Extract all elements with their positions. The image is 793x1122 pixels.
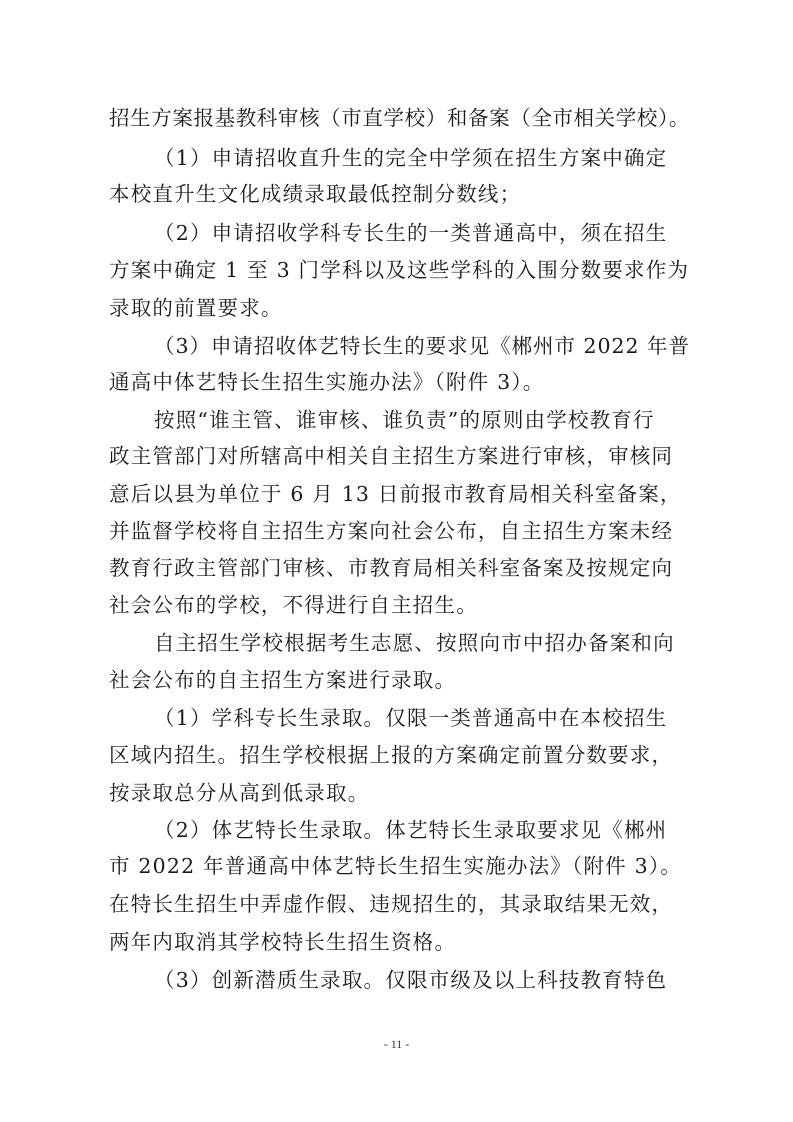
text-line: 政主管部门对所辖高中相关自主招生方案进行审核，审核同 [109, 444, 674, 468]
page-number: - 11 - [383, 1037, 410, 1051]
text-line: （1）学科专长生录取。仅限一类普通高中在本校招生 [154, 706, 668, 730]
text-line: 社会公布的自主招生方案进行录取。 [109, 668, 457, 692]
text-line: 通高中体艺特长生招生实施办法》（附件 3）。 [109, 370, 545, 394]
text-line: 招生方案报基教科审核（市直学校）和备案（全市相关学校）。 [109, 106, 690, 130]
text-line: （3）创新潜质生录取。仅限市级及以上科技教育特色 [154, 968, 668, 992]
text-line: 市 2022 年普通高中体艺特长生招生实施办法》（附件 3）。 [109, 854, 682, 878]
text-line: 在特长生招生中弄虚作假、违规招生的，其录取结果无效， [109, 892, 674, 916]
text-line: 并监督学校将自主招生方案向社会公布，自主招生方案未经 [109, 519, 674, 543]
text-line: 社会公布的学校，不得进行自主招生。 [109, 593, 478, 617]
text-line: 按照“谁主管、谁审核、谁负责”的原则由学校教育行 [154, 408, 655, 432]
text-line: （1）申请招收直升生的完全中学须在招生方案中确定 [154, 146, 668, 170]
text-line: 按录取总分从高到低录取。 [109, 781, 370, 805]
text-line: （2）申请招收学科专长生的一类普通高中，须在招生 [154, 221, 668, 245]
text-line: 两年内取消其学校特长生招生资格。 [109, 930, 457, 954]
text-line: 本校直升生文化成绩录取最低控制分数线； [109, 182, 522, 206]
text-line: 自主招生学校根据考生志愿、按照向市中招办备案和向 [154, 631, 675, 655]
text-line: 方案中确定 1 至 3 门学科以及这些学科的入围分数要求作为 [109, 258, 690, 282]
text-line: （3）申请招收体艺特长生的要求见《郴州市 2022 年普 [154, 334, 690, 358]
text-line: 区域内招生。招生学校根据上报的方案确定前置分数要求， [109, 743, 674, 767]
text-line: 意后以县为单位于 6 月 13 日前报市教育局相关科室备案， [109, 482, 682, 506]
text-line: （2）体艺特长生录取。体艺特长生录取要求见《郴州 [154, 818, 668, 842]
text-line: 教育行政主管部门审核、市教育局相关科室备案及按规定向 [109, 556, 674, 580]
text-line: 录取的前置要求。 [109, 296, 283, 320]
